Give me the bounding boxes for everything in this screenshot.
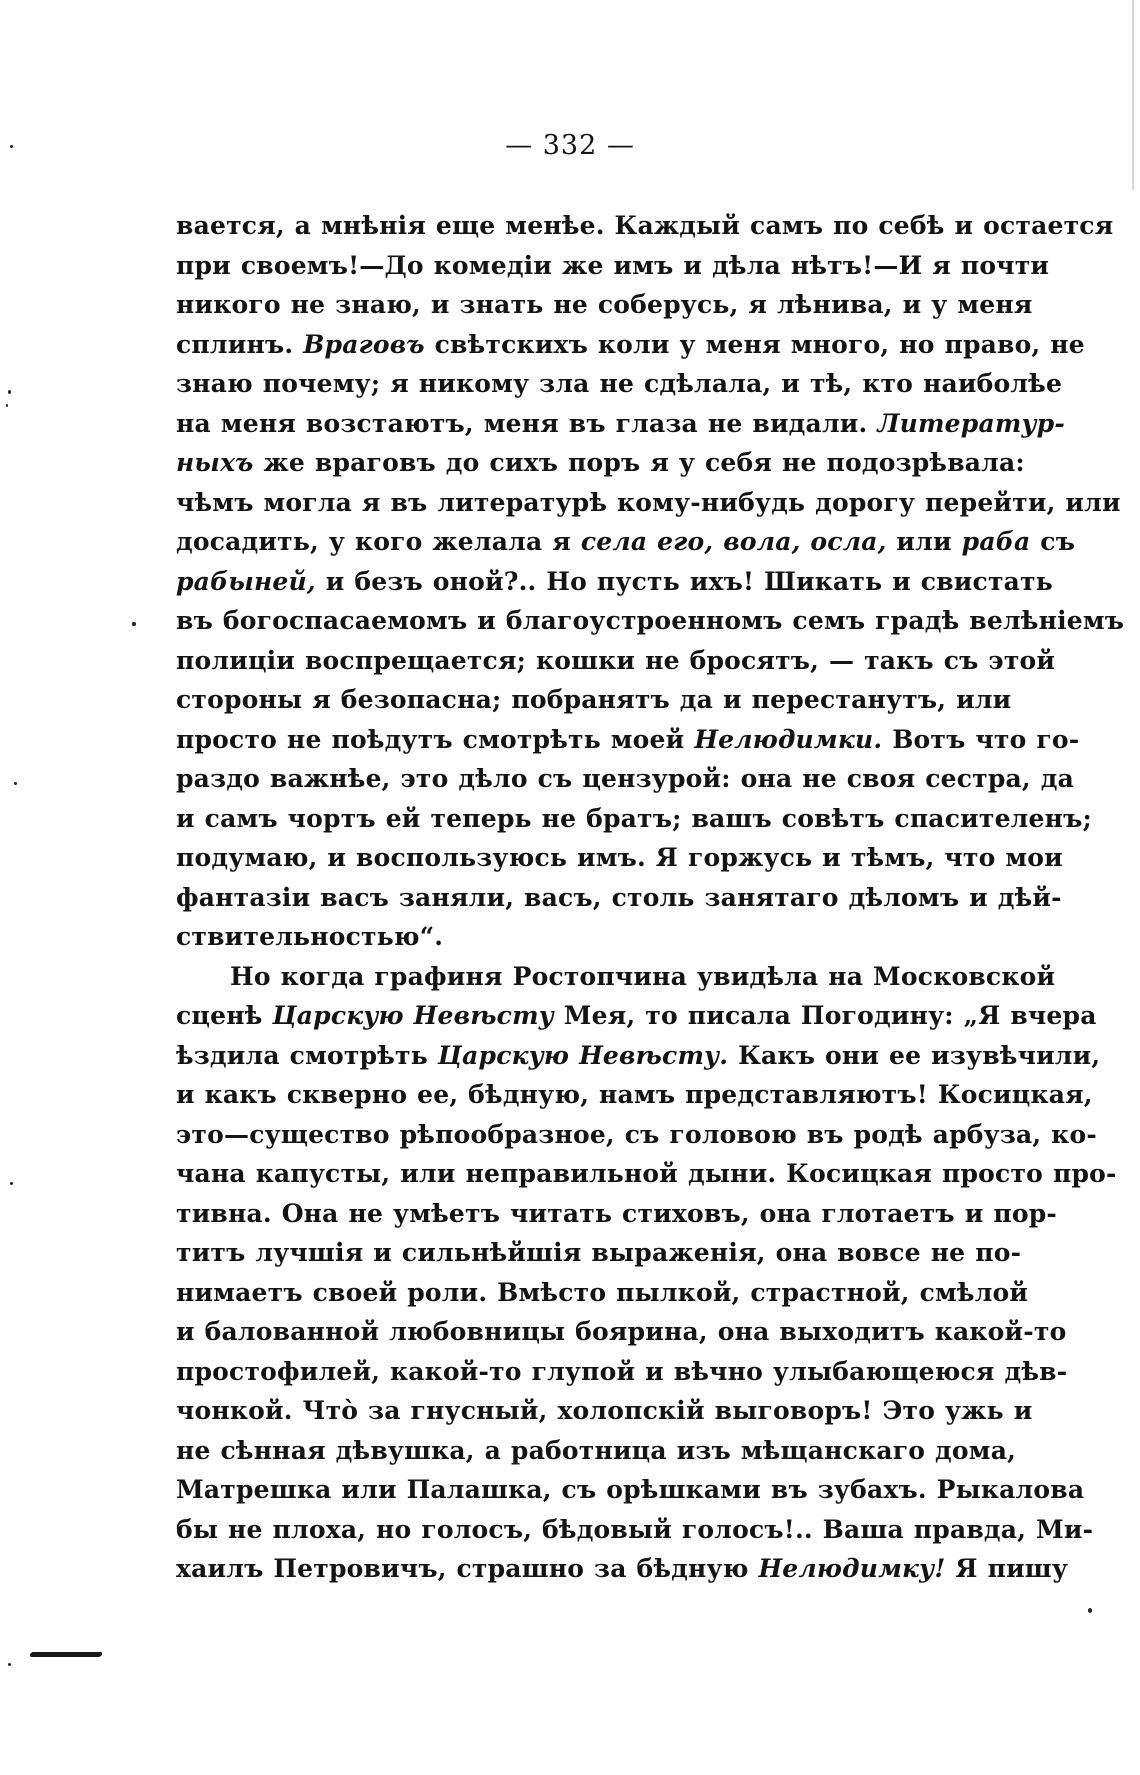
text-run: Я пишу xyxy=(945,1554,1069,1583)
text-run: полиціи воспрещается; кошки не бросятъ, — такъ съ этой xyxy=(176,645,1056,675)
text-line xyxy=(176,364,1063,404)
text-run: сценѣ xyxy=(176,1001,273,1030)
text-run: простофилей, какой-то глупой и вѣчно улыбающеюся дѣв- xyxy=(176,1356,1068,1386)
italic-text: Нелюдимку! xyxy=(758,1554,946,1583)
text-line xyxy=(176,1233,1022,1273)
text-run: стороны я безопасна; побранятъ да и перестанутъ, или xyxy=(176,685,1012,714)
text-run: нимаетъ своей роли. Вмѣсто пылкой, страстной, смѣлой xyxy=(176,1277,1029,1307)
text-run: и самъ чортъ ей теперь не братъ; вашъ совѣтъ спасителенъ; xyxy=(176,803,1092,833)
text-line xyxy=(176,1470,1085,1510)
scan-speck xyxy=(10,1182,13,1185)
text-line xyxy=(176,799,1092,839)
text-run: и балованной любовницы боярина, она выходитъ какой-то xyxy=(176,1317,1067,1346)
text-line xyxy=(176,325,1085,365)
text-line xyxy=(176,562,1053,602)
text-run: свѣтскихъ коли у меня много, но право, не xyxy=(424,329,1085,359)
italic-text: Царскую Невѣсту. xyxy=(437,1040,729,1070)
text-line xyxy=(176,917,998,957)
scan-speck xyxy=(10,145,13,148)
text-line xyxy=(176,246,1050,286)
text-run: ствительностью“. xyxy=(176,922,444,951)
text-line xyxy=(176,1115,1097,1155)
text-run: не сѣнная дѣвушка, а работница изъ мѣщанскаго дома, xyxy=(176,1435,1017,1465)
body-text xyxy=(176,206,1125,1589)
text-line xyxy=(176,680,1012,720)
text-run: Какъ они ее изувѣчили, xyxy=(728,1040,1101,1070)
text-run: раздо важнѣе, это дѣло съ цензурой: она не своя сестра, да xyxy=(176,764,1074,793)
italic-text: рабыней, xyxy=(176,566,316,596)
text-run: ѣздила смотрѣть xyxy=(176,1040,438,1070)
text-run: титъ лучшія и сильнѣйшія выраженія, она вовсе не по- xyxy=(176,1238,1022,1267)
italic-text: ныхъ xyxy=(176,448,254,477)
text-run: Мея, то писала Погодину: „Я вчера xyxy=(553,1001,1097,1030)
text-line xyxy=(176,206,1114,246)
text-line xyxy=(176,1510,1094,1550)
text-line xyxy=(176,720,1080,760)
text-run: же враговъ до сихъ поръ я у себя не подозрѣвала: xyxy=(253,448,1025,477)
text-run: вается, а мнѣнія еще менѣе. Каждый самъ по себѣ и остается xyxy=(176,211,1114,240)
text-run: на меня возстаютъ, меня въ глаза не видали. xyxy=(176,408,878,438)
text-line xyxy=(176,1154,1117,1194)
text-line xyxy=(176,1036,1101,1076)
scan-speck xyxy=(8,390,11,394)
scan-speck xyxy=(132,622,136,626)
text-line xyxy=(176,1075,1093,1115)
text-run: фантазіи васъ заняли, васъ, столь занятаго дѣломъ и дѣй- xyxy=(176,882,1062,912)
italic-text: села его, вола, осла, xyxy=(580,527,887,556)
text-line xyxy=(176,1352,1068,1392)
text-line xyxy=(176,996,1097,1036)
text-run: это—существо рѣпообразное, съ головою въ родѣ арбуза, ко- xyxy=(176,1119,1097,1149)
text-line xyxy=(176,285,1033,325)
text-line xyxy=(176,641,1056,681)
italic-text: раба xyxy=(961,527,1031,556)
scan-speck xyxy=(8,1663,11,1666)
text-line xyxy=(176,1431,1017,1471)
text-run: Матрешка или Палашка, съ орѣшками въ зубахъ. Рыкалова xyxy=(176,1475,1085,1504)
text-line xyxy=(176,1391,1033,1431)
text-line xyxy=(176,1194,1057,1234)
text-run: бы не плоха, но голосъ, бѣдовый голосъ!.. Ваша правда, Ми- xyxy=(176,1514,1094,1544)
italic-text: Литератур- xyxy=(877,408,1065,438)
text-run: при своемъ!—До комедіи же имъ и дѣла нѣтъ!—И я почти xyxy=(176,250,1050,280)
text-run: съ xyxy=(1030,527,1076,556)
text-run: никого не знаю, и знать не соберусь, я лѣнива, и у меня xyxy=(176,290,1033,319)
text-run: или xyxy=(886,527,962,556)
text-line xyxy=(176,759,1074,799)
text-run: чонкой. Чтò за гнусный, холопскій выговоръ! Это ужь и xyxy=(176,1396,1033,1425)
text-run: Вотъ что го- xyxy=(882,724,1080,754)
text-line xyxy=(176,1312,1067,1352)
scan-speck xyxy=(6,404,8,407)
text-run: сплинъ. xyxy=(176,329,304,359)
page-number: — 332 — xyxy=(505,130,635,161)
italic-text: Царскую Невѣсту xyxy=(272,1001,554,1030)
text-line xyxy=(176,878,1062,918)
scan-speck xyxy=(14,782,17,785)
text-run: тивна. Она не умѣетъ читать стиховъ, она глотаетъ и пор- xyxy=(176,1198,1057,1228)
text-run: просто не поѣдутъ смотрѣть моей xyxy=(176,724,695,754)
text-line xyxy=(176,957,1056,997)
text-line xyxy=(176,443,1025,483)
text-line xyxy=(176,1273,1029,1313)
text-run: чѣмъ могла я въ литературѣ кому-нибудь дорогу перейти, или xyxy=(176,487,1121,517)
italic-text: Нелюдимки. xyxy=(694,724,883,754)
text-run: Но когда графиня Ростопчина увидѣла на Московской xyxy=(230,961,1056,991)
text-run: въ богоспасаемомъ и благоустроенномъ семъ градѣ велѣніемъ xyxy=(176,606,1125,635)
text-line xyxy=(176,522,1076,562)
scan-smudge xyxy=(29,1652,103,1657)
text-run: хаилъ Петровичъ, страшно за бѣдную xyxy=(176,1554,759,1583)
text-run: досадить, у кого желала я xyxy=(176,527,581,556)
scan-speck xyxy=(1088,1608,1092,1613)
text-line xyxy=(176,483,1121,523)
text-run: чана капусты, или неправильной дыни. Косицкая просто про- xyxy=(176,1159,1117,1188)
text-line xyxy=(176,601,1125,641)
italic-text: Враговъ xyxy=(303,329,425,359)
text-line xyxy=(176,838,1063,878)
text-line xyxy=(176,404,1065,444)
text-run: подумаю, и воспользуюсь имъ. Я горжусь и тѣмъ, что мои xyxy=(176,843,1063,872)
text-line xyxy=(176,1549,1069,1589)
text-run: и безъ оной?.. Но пусть ихъ! Шикать и свистать xyxy=(315,566,1053,596)
text-run: знаю почему; я никому зла не сдѣлала, и тѣ, кто наиболѣе xyxy=(176,369,1063,398)
text-run: и какъ скверно ее, бѣдную, намъ представляютъ! Косицкая, xyxy=(176,1080,1093,1109)
